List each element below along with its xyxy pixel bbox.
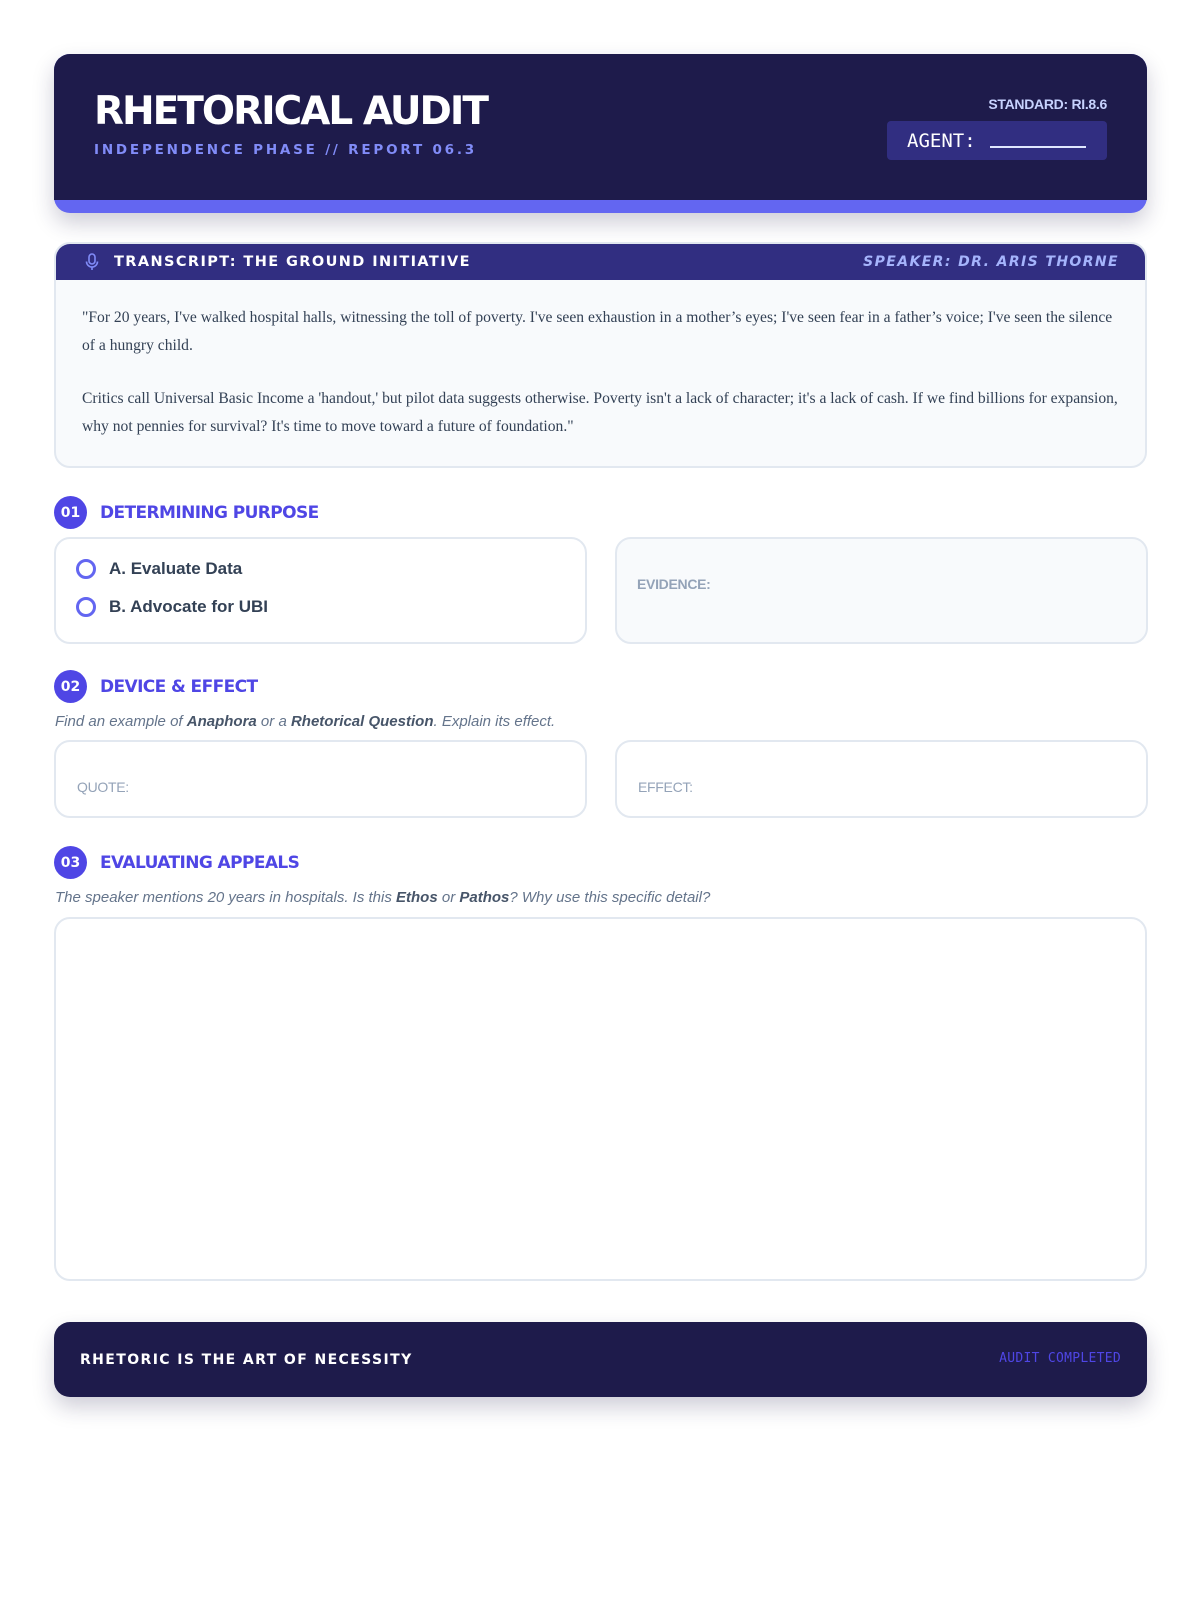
footer-status: AUDIT COMPLETED — [999, 1351, 1121, 1366]
section-heading-2 — [54, 670, 257, 703]
radio-button[interactable] — [76, 559, 96, 579]
transcript-card — [54, 242, 1147, 468]
page-subtitle: INDEPENDENCE PHASE // REPORT 06.3 — [94, 142, 477, 158]
section-title: DETERMINING PURPOSE — [100, 502, 319, 523]
appeals-answer-area[interactable] — [54, 917, 1147, 1281]
agent-blank-line[interactable] — [990, 134, 1086, 148]
effect-field[interactable] — [615, 740, 1148, 818]
transcript-paragraph: "For 20 years, I've walked hospital halls, witnessing the toll of poverty. I've seen exhaustion in a mother’s eyes; I've seen fear in a father’s voice; I've seen the silence of a hungry child. — [82, 309, 1113, 354]
transcript-body — [56, 280, 1145, 441]
section-heading-1 — [54, 496, 319, 529]
evidence-field[interactable] — [615, 537, 1148, 644]
transcript-title: TRANSCRIPT: THE GROUND INITIATIVE — [114, 254, 471, 270]
option-label: B. Advocate for UBI — [109, 597, 269, 616]
option-advocate-ubi[interactable] — [76, 597, 268, 617]
option-label: A. Evaluate Data — [109, 559, 243, 578]
section-3-prompt: The speaker mentions 20 years in hospitals. Is this Ethos or Pathos? Why use this specific detail? — [55, 889, 711, 906]
purpose-options-box — [54, 537, 587, 644]
section-title: DEVICE & EFFECT — [100, 676, 258, 697]
transcript-speaker: SPEAKER: DR. ARIS THORNE — [863, 254, 1119, 270]
effect-label: EFFECT: — [638, 779, 693, 795]
section-number-badge: 03 — [54, 846, 87, 879]
footer — [54, 1322, 1147, 1397]
quote-label: QUOTE: — [77, 779, 129, 795]
transcript-header — [56, 244, 1145, 280]
header-panel — [54, 54, 1147, 200]
microphone-icon — [84, 253, 100, 271]
transcript-paragraph: Critics call Universal Basic Income a 'handout,' but pilot data suggests otherwise. Poverty isn't a lack of character; it's a lack of cash. If we find billions for expansion, why not pennies for survival? It's time to move toward a future of foundation." — [82, 390, 1118, 435]
section-2-prompt: Find an example of Anaphora or a Rhetorical Question. Explain its effect. — [55, 713, 556, 730]
standard-code: STANDARD: RI.8.6 — [988, 96, 1107, 112]
evidence-label: EVIDENCE: — [637, 576, 711, 592]
page-title: RHETORICAL AUDIT — [94, 89, 487, 134]
option-evaluate-data[interactable] — [76, 559, 242, 579]
header-card — [54, 54, 1147, 213]
section-heading-3 — [54, 846, 299, 879]
radio-button[interactable] — [76, 597, 96, 617]
section-title: EVALUATING APPEALS — [100, 852, 300, 873]
quote-field[interactable] — [54, 740, 587, 818]
section-number-badge: 02 — [54, 670, 87, 703]
footer-motto: RHETORIC IS THE ART OF NECESSITY — [80, 1352, 413, 1368]
agent-field[interactable] — [887, 121, 1107, 160]
agent-label: AGENT: — [907, 129, 976, 152]
section-number-badge: 01 — [54, 496, 87, 529]
